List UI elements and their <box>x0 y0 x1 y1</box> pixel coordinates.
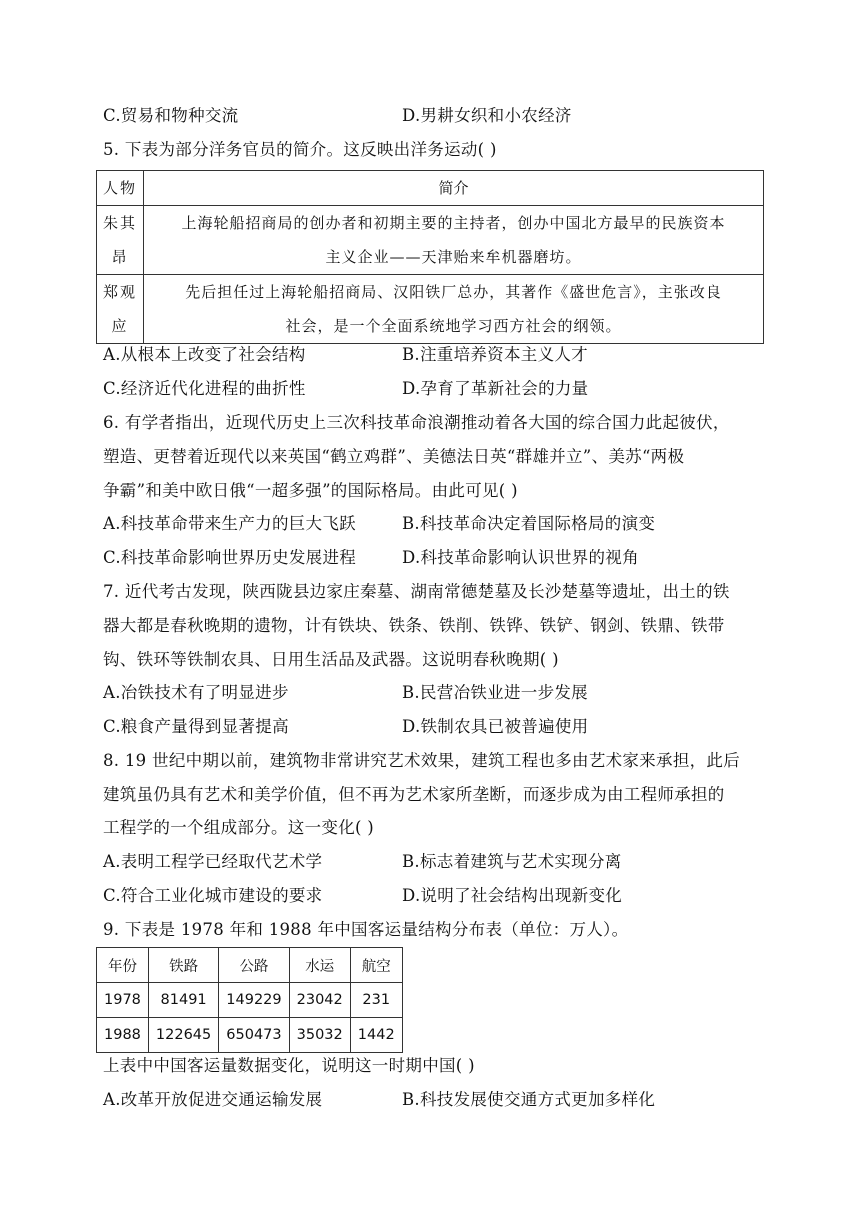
table-cell: 1988 <box>97 1018 149 1053</box>
table-header-cell: 铁路 <box>148 948 218 983</box>
table-header-row <box>97 171 764 206</box>
table-header-cell: 公路 <box>219 948 289 983</box>
table-cell: 231 <box>350 983 402 1018</box>
table-cell: 23042 <box>289 983 350 1018</box>
table-header-cell: 人物 <box>97 171 144 206</box>
q8-stem-line: 8. 19 世纪中期以前，建筑物非常讲究艺术效果，建筑工程也多由艺术家来承担，此后 <box>103 751 741 770</box>
q5-option-a[interactable]: A.从根本上改变了社会结构 <box>103 345 306 364</box>
q7-stem-line: 钩、铁环等铁制农具、日用生活品及武器。这说明春秋晚期( ) <box>103 650 559 669</box>
q5-stem: 5. 下表为部分洋务官员的简介。这反映出洋务运动( ) <box>103 140 497 159</box>
q5-option-c[interactable]: C.经济近代化进程的曲折性 <box>103 379 306 398</box>
q6-option-b[interactable]: B.科技革命决定着国际格局的演变 <box>402 514 656 533</box>
table-cell: 1442 <box>350 1018 402 1053</box>
q5-option-d[interactable]: D.孕育了革新社会的力量 <box>402 379 589 398</box>
table-header-cell: 简介 <box>144 171 764 206</box>
q7-option-a[interactable]: A.冶铁技术有了明显进步 <box>103 683 289 702</box>
q8-option-d[interactable]: D.说明了社会结构出现新变化 <box>402 886 623 905</box>
official-description-line: 先后担任过上海轮船招商局、汉阳铁厂总办，其著作《盛世危言》，主张改良 <box>185 283 722 301</box>
q4-option-c[interactable]: C.贸易和物种交流 <box>103 106 239 125</box>
official-description-line: 主义企业——天津贻来牟机器磨坊。 <box>325 248 582 266</box>
q8-option-b[interactable]: B.标志着建筑与艺术实现分离 <box>402 852 622 871</box>
q9-stem: 9. 下表是 1978 年和 1988 年中国客运量结构分布表（单位：万人）。 <box>103 920 629 939</box>
official-name <box>97 206 144 275</box>
official-name-line: 朱其 <box>102 214 137 232</box>
table-header-row <box>97 948 403 983</box>
official-description-line: 上海轮船招商局的创办者和初期主要的主持者，创办中国北方最早的民族资本 <box>181 214 726 232</box>
q7-stem-line: 器大都是春秋晚期的遗物，计有铁块、铁条、铁削、铁铧、铁铲、钢剑、铁鼎、铁带 <box>103 616 725 635</box>
table-header-cell: 年份 <box>97 948 149 983</box>
official-name-line: 昂 <box>111 248 129 266</box>
official-name <box>97 275 144 344</box>
table-row <box>97 275 764 344</box>
q6-option-a[interactable]: A.科技革命带来生产力的巨大飞跃 <box>103 514 356 533</box>
q9-option-b[interactable]: B.科技发展使交通方式更加多样化 <box>402 1090 656 1109</box>
table-row <box>97 206 764 275</box>
q8-stem-line: 工程学的一个组成部分。这一变化( ) <box>103 818 375 837</box>
table-cell: 35032 <box>289 1018 350 1053</box>
q6-stem-line: 争霸”和美中欧日俄“一超多强”的国际格局。由此可见( ) <box>103 481 518 500</box>
q4-option-d[interactable]: D.男耕女织和小农经济 <box>402 106 572 125</box>
table-row <box>97 983 403 1018</box>
q5-officials-table <box>96 170 764 344</box>
table-cell: 149229 <box>219 983 289 1018</box>
q7-option-c[interactable]: C.粮食产量得到显著提高 <box>103 717 289 736</box>
official-description <box>144 275 764 344</box>
table-header-cell: 航空 <box>350 948 402 983</box>
table-cell: 650473 <box>219 1018 289 1053</box>
q6-stem-line: 6. 有学者指出，近现代历史上三次科技革命浪潮推动着各大国的综合国力此起彼伏， <box>103 413 730 432</box>
official-name-line: 郑观 <box>102 283 137 301</box>
q8-option-a[interactable]: A.表明工程学已经取代艺术学 <box>103 852 323 871</box>
q8-option-c[interactable]: C.符合工业化城市建设的要求 <box>103 886 323 905</box>
q7-option-b[interactable]: B.民营冶铁业进一步发展 <box>402 683 588 702</box>
q5-option-b[interactable]: B.注重培养资本主义人才 <box>402 345 588 364</box>
q9-after-table-text: 上表中中国客运量数据变化，说明这一时期中国( ) <box>103 1056 475 1075</box>
official-description-line: 社会，是一个全面系统地学习西方社会的纲领。 <box>285 317 622 335</box>
q6-stem-line: 塑造、更替着近现代以来英国“鹤立鸡群”、美德法日英“群雄并立”、美苏“两极 <box>103 447 685 466</box>
official-name-line: 应 <box>111 317 129 335</box>
table-cell: 122645 <box>148 1018 218 1053</box>
q9-option-a[interactable]: A.改革开放促进交通运输发展 <box>103 1090 323 1109</box>
table-header-cell: 水运 <box>289 948 350 983</box>
q6-option-d[interactable]: D.科技革命影响认识世界的视角 <box>402 548 639 567</box>
q9-passenger-table <box>96 947 403 1053</box>
table-cell: 1978 <box>97 983 149 1018</box>
table-cell: 81491 <box>148 983 218 1018</box>
table-row <box>97 1018 403 1053</box>
official-description <box>144 206 764 275</box>
q6-option-c[interactable]: C.科技革命影响世界历史发展进程 <box>103 548 357 567</box>
q7-stem-line: 7. 近代考古发现，陕西陇县边家庄秦墓、湖南常德楚墓及长沙楚墓等遗址，出土的铁 <box>103 582 730 601</box>
q7-option-d[interactable]: D.铁制农具已被普遍使用 <box>402 717 589 736</box>
q8-stem-line: 建筑虽仍具有艺术和美学价值，但不再为艺术家所垄断，而逐步成为由工程师承担的 <box>103 785 725 804</box>
